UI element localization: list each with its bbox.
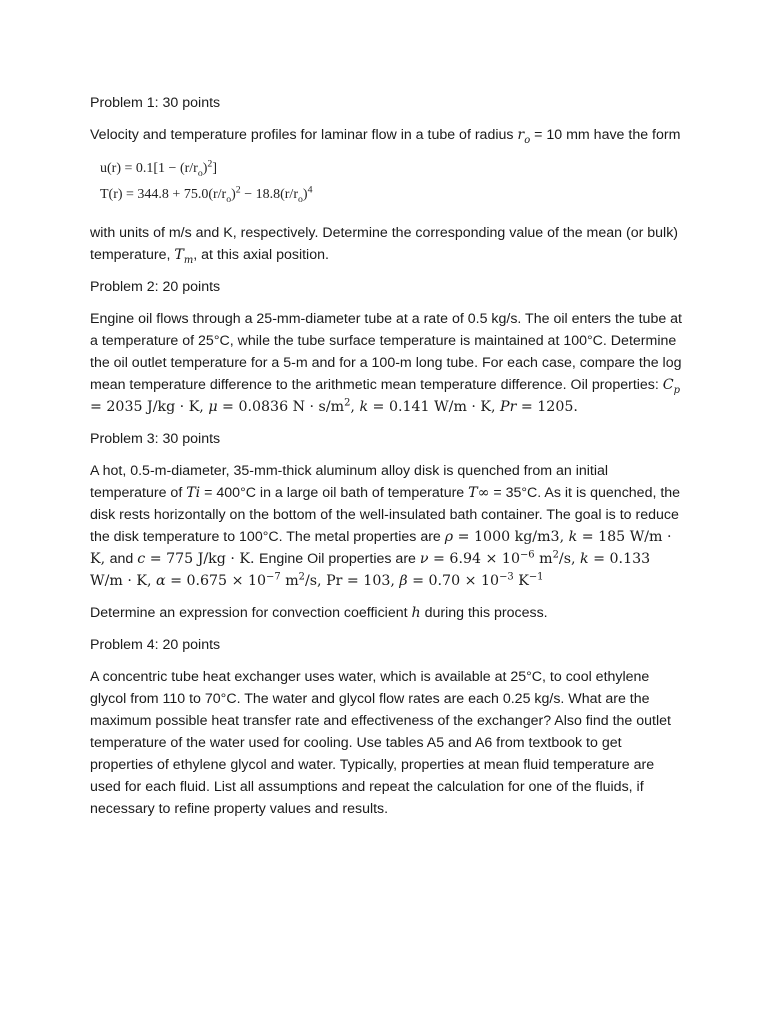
- problem-1-equations: [100, 156, 682, 208]
- problem-4-heading: Problem 4: 20 points: [90, 637, 221, 653]
- problem-1-intro: Velocity and temperature profiles for laminar flow in a tube of radius $r_o = 10$ mm have the form: [90, 127, 681, 146]
- problem-3-task: Determine an expression for convection coefficient h during this process.: [90, 605, 548, 621]
- problem-2-body: Engine oil flows through a 25-mm-diameter tube at a rate of 0.5 kg/s. The oil enters the tube at a temperature of 25°C, while the tube surface temperature is maintained at 100°C. Determine the oil outlet temperature for a 5-m and for a 100-m long tube. For each case, compare the log mean temperature difference to the arithmetic mean temperature difference. Oil properties: $C_p = 2035$ J/kg · K, μ = 0.0836 $N \cdot s/m^2$, k = 0.141 W/m · K, Pr = 1205.: [90, 311, 683, 415]
- document-content: [90, 92, 682, 830]
- problem-1-body: with units of m/s and K, respectively. Determine the corresponding value of the mean (or bulk) temperature, $T_m$, at this axial position.: [90, 225, 679, 266]
- problem-3-body: A hot, 0.5-m-diameter, 35-mm-thick aluminum alloy disk is quenched from an initial temperature of Ti = 400°C in a large oil bath of temperature T∞ = 35°C. As it is quenched, the disk rests horizontally on the bottom of the well-insulated bath container. The goal is to reduce the disk temperature to 100°C. The metal properties are ρ = 1000 kg/m3, k = 185 W/m · K, and c = 775 J/kg · K. Engine Oil properties are $\nu = 6.94 \times 10^{-6}$ $m^2/s$, k = 0.133 W/m · K, $\alpha = 0.675 \times 10^{-7}$ $m^2/s$, Pr = 103, $\beta = 0.70 \times 10^{-3}$ $K^{-1}$: [90, 463, 681, 589]
- problem-4-body: A concentric tube heat exchanger uses water, which is available at 25°C, to cool ethylene glycol from 110 to 70°C. The water and glycol flow rates are each 0.25 kg/s. What are the maximum possible heat transfer rate and effectiveness of the exchanger? Also find the outlet temperature of the water used for cooling. Use tables A5 and A6 from textbook to get properties of ethylene glycol and water. Typically, properties at mean fluid temperature are used for each fluid. List all assumptions and repeat the calculation for one of the fluids, if necessary to refine property values and results.: [90, 669, 671, 817]
- temperature-profile-equation: $T(r) = 344.8 + 75.0(r/r_o)^2 - 18.8(r/r_o)^4$: [100, 184, 313, 205]
- problem-1-heading: Problem 1: 30 points: [90, 95, 221, 111]
- problem-2-heading: Problem 2: 20 points: [90, 279, 221, 295]
- problem-3-heading: Problem 3: 30 points: [90, 431, 221, 447]
- velocity-profile-equation: $u(r) = 0.1[1 - (r/r_o)^2]$: [100, 158, 217, 179]
